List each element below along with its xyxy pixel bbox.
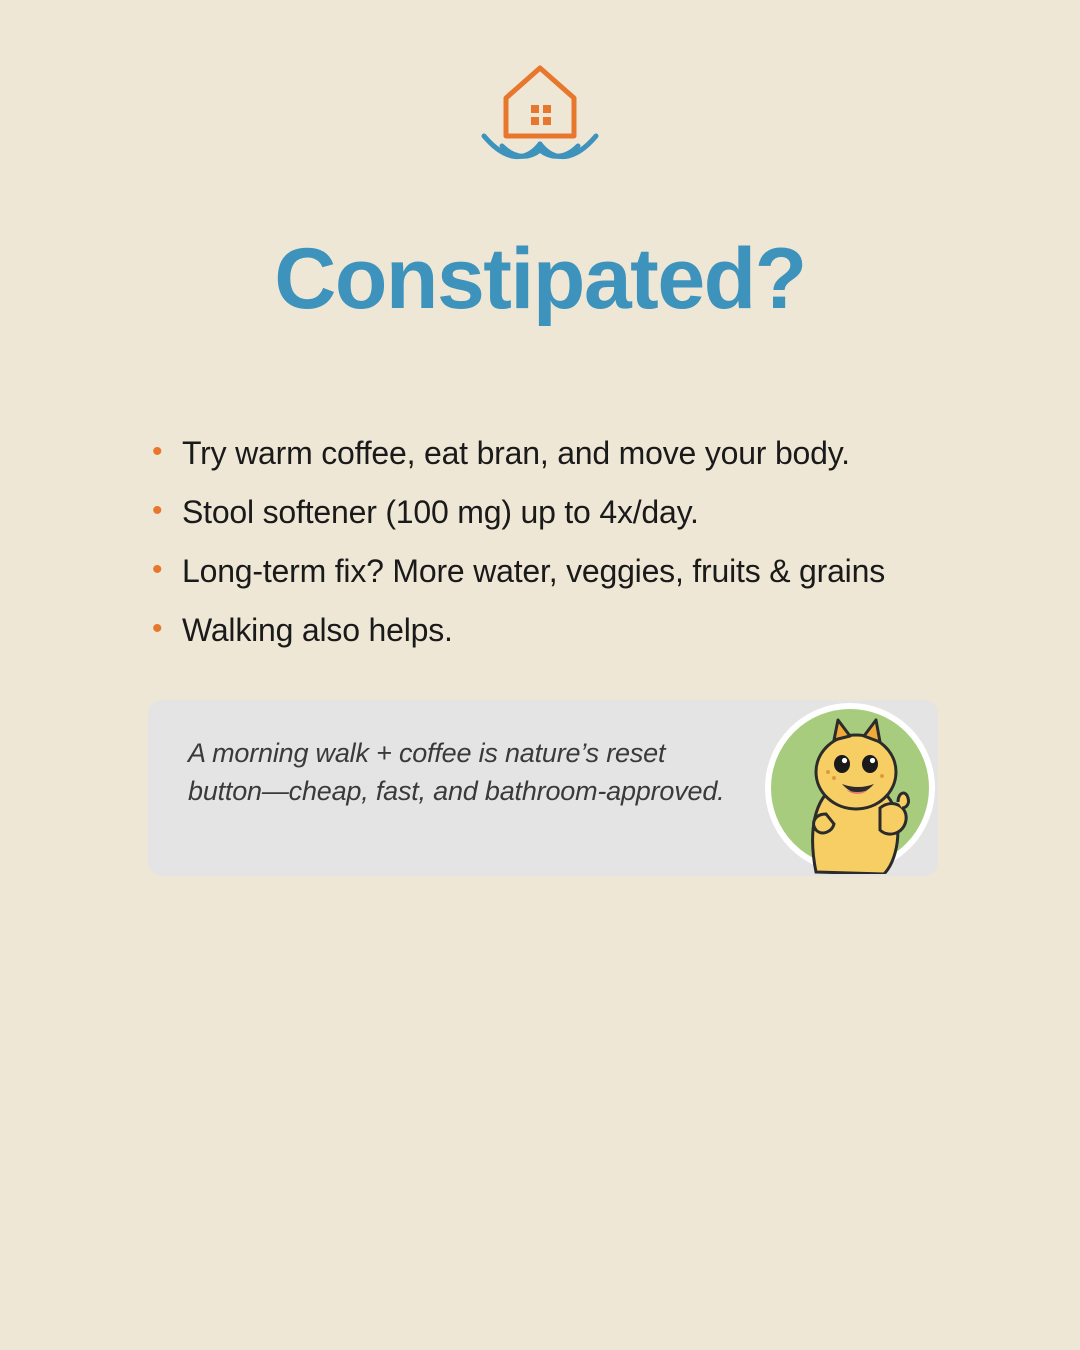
bullet-marker-icon: • xyxy=(152,612,163,645)
brand-logo xyxy=(0,58,1080,168)
list-item xyxy=(152,609,1032,651)
list-item-label: Long-term fix? More water, veggies, fruits & grains xyxy=(182,553,885,589)
bullet-marker-icon: • xyxy=(152,435,163,468)
list-item-label: Try warm coffee, eat bran, and move your body. xyxy=(182,435,850,471)
page-title: Constipated? xyxy=(274,231,806,327)
list-item-label: Walking also helps. xyxy=(182,612,453,648)
tips-list xyxy=(152,432,1032,668)
house-water-logo-icon xyxy=(476,58,604,168)
list-item xyxy=(152,432,1032,474)
list-item xyxy=(152,550,1032,592)
tip-callout-text: A morning walk + coffee is nature’s reset button—cheap, fast, and bathroom-approved. xyxy=(188,738,725,806)
list-item xyxy=(152,491,1032,533)
dinosaur-thumbs-up-mascot-icon xyxy=(764,702,936,874)
bullet-marker-icon: • xyxy=(152,494,163,527)
bullet-marker-icon: • xyxy=(152,553,163,586)
list-item-label: Stool softener (100 mg) up to 4x/day. xyxy=(182,494,699,530)
